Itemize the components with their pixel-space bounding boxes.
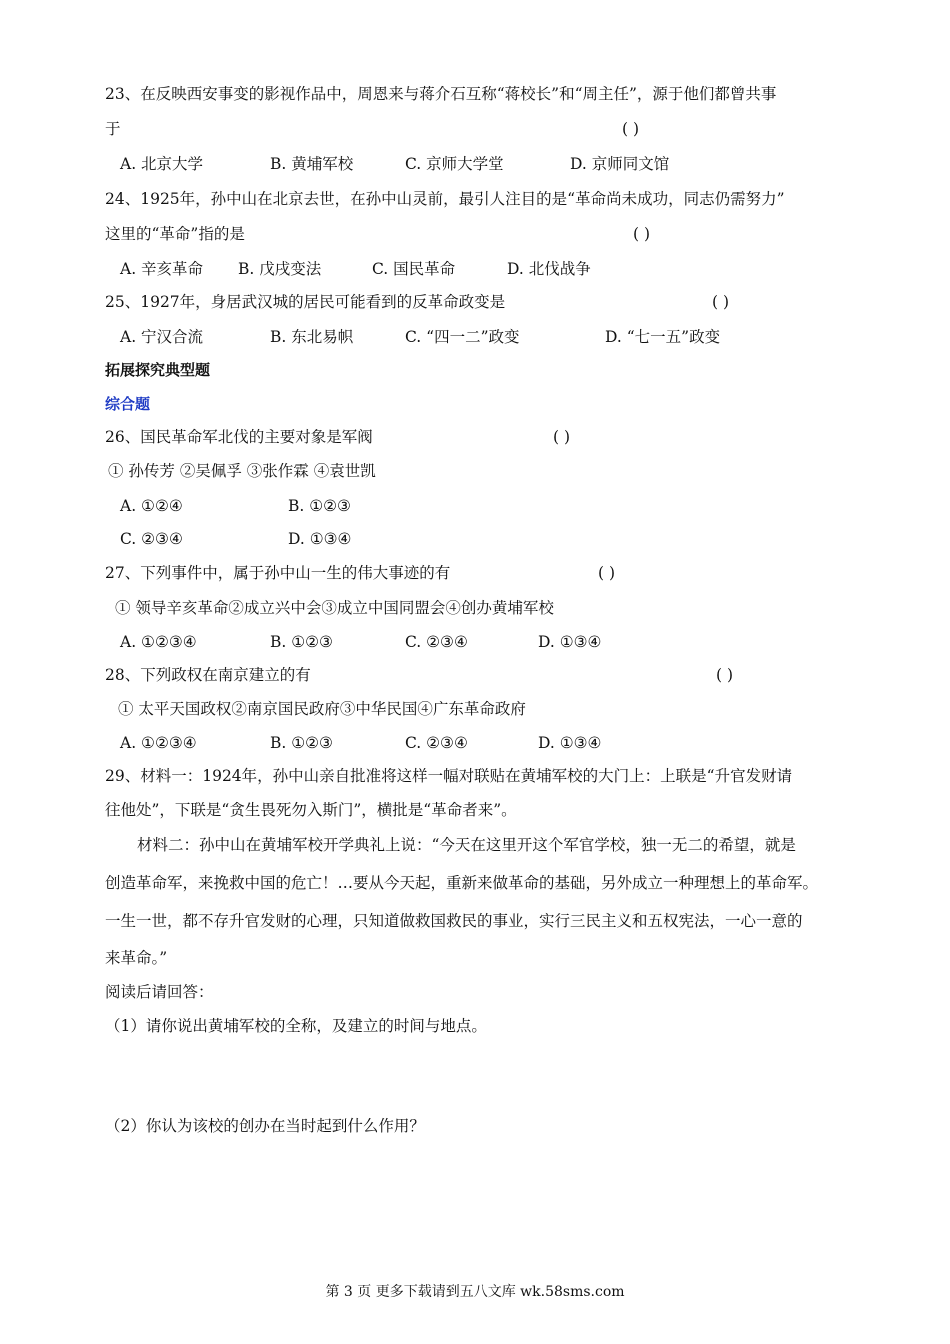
q25-stem: 25、1927年，身居武汉城的居民可能看到的反革命政变是 [105,293,506,311]
q29-material2-line2: 创造革命军，来挽救中国的危亡！…要从今天起，重新来做革命的基础，另外成立一种理想上的革命军。 [105,874,819,892]
section-subtitle: 综合题 [105,395,151,413]
q23-option-c: C. 京师大学堂 [405,155,504,173]
q28-stem: 28、下列政权在南京建立的有 [105,666,311,684]
q29-prompt: 阅读后请回答： [105,983,214,1001]
q29-material2-line3: 一生一世，都不存升官发财的心理，只知道做救国救民的事业，实行三民主义和五权宪法，一心一意的 [105,912,803,930]
q27-answer-paren: ( ) [598,564,616,582]
q24-option-a: A. 辛亥革命 [120,260,204,278]
q24-stem-line1: 24、1925年，孙中山在北京去世，在孙中山灵前，最引人注目的是“革命尚未成功，同志仍需努力” [105,190,785,208]
page-footer: 第 3 页 更多下载请到五八文库 wk.58sms.com [325,1284,625,1300]
q24-option-d: D. 北伐战争 [507,260,591,278]
q28-option-b: B. ①②③ [270,734,333,752]
q27-option-a: A. ①②③④ [120,633,197,651]
q26-option-d: D. ①③④ [288,530,352,548]
q29-material1-line1: 29、材料一：1924年，孙中山亲自批准将这样一幅对联贴在黄埔军校的大门上：上联是“升官发财请 [105,767,793,785]
q29-material2-line1: 材料二：孙中山在黄埔军校开学典礼上说：“今天在这里开这个军官学校，独一无二的希望，就是 [137,836,796,854]
q28-answer-paren: ( ) [716,666,734,684]
q24-option-c: C. 国民革命 [372,260,456,278]
q27-items: ① 领导辛亥革命②成立兴中会③成立中国同盟会④创办黄埔军校 [115,599,554,617]
q29-subquestion-2: （2）你认为该校的创办在当时起到什么作用？ [105,1117,425,1135]
q28-option-d: D. ①③④ [538,734,602,752]
q29-material2-line4: 来革命。” [105,949,168,967]
q26-option-a: A. ①②④ [120,497,183,515]
q27-option-d: D. ①③④ [538,633,602,651]
q27-option-c: C. ②③④ [405,633,468,651]
q25-option-c: C. “四一二”政变 [405,328,520,346]
q25-option-d: D. “七一五”政变 [605,328,721,346]
q29-subquestion-1: （1）请你说出黄埔军校的全称，及建立的时间与地点。 [105,1017,487,1035]
q23-answer-paren: ( ) [622,120,640,138]
q23-option-d: D. 京师同文馆 [570,155,670,173]
q25-option-b: B. 东北易帜 [270,328,354,346]
q24-answer-paren: ( ) [633,225,651,243]
q27-option-b: B. ①②③ [270,633,333,651]
q26-option-b: B. ①②③ [288,497,351,515]
section-title: 拓展探究典型题 [105,361,211,379]
q26-items: ① 孙传芳 ②吴佩孚 ③张作霖 ④袁世凯 [108,462,376,480]
q24-stem-line2: 这里的“革命”指的是 [105,225,245,243]
q23-option-a: A. 北京大学 [120,155,204,173]
q25-answer-paren: ( ) [712,293,730,311]
q26-answer-paren: ( ) [553,428,571,446]
q24-option-b: B. 戊戌变法 [238,260,322,278]
q28-option-a: A. ①②③④ [120,734,197,752]
q28-items: ① 太平天国政权②南京国民政府③中华民国④广东革命政府 [118,700,526,718]
q23-stem-line1: 23、在反映西安事变的影视作品中，周恩来与蒋介石互称“蒋校长”和“周主任”，源于他们都曾共事 [105,85,777,103]
q27-stem: 27、下列事件中，属于孙中山一生的伟大事迹的有 [105,564,451,582]
q28-option-c: C. ②③④ [405,734,468,752]
q23-option-b: B. 黄埔军校 [270,155,354,173]
q26-stem: 26、国民革命军北伐的主要对象是军阀 [105,428,373,446]
q29-material1-line2: 往他处”，下联是“贪生畏死勿入斯门”，横批是“革命者来”。 [105,801,517,819]
q23-stem-line2: 于 [105,120,121,138]
q26-option-c: C. ②③④ [120,530,183,548]
q25-option-a: A. 宁汉合流 [120,328,204,346]
